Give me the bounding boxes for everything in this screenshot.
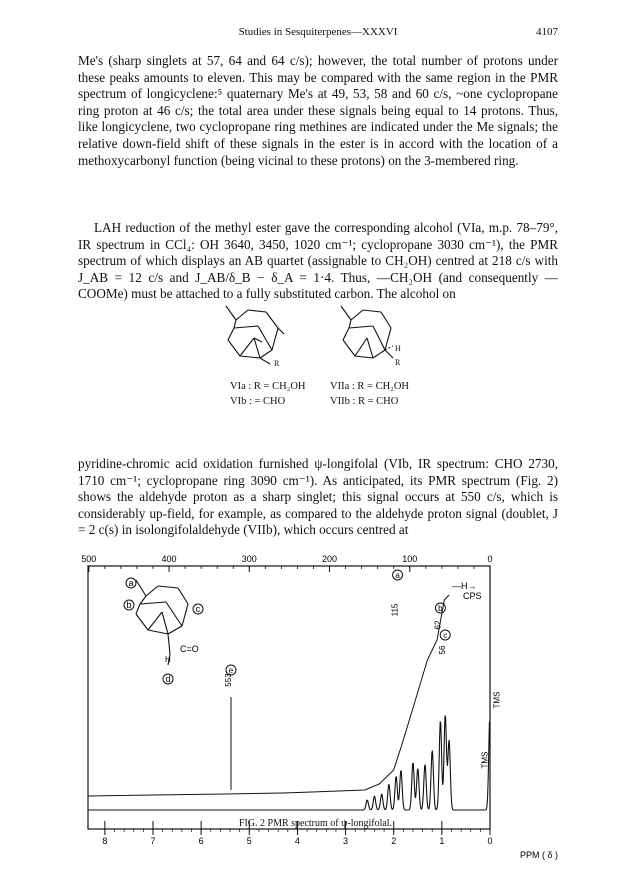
- peak-label-1: 115: [390, 603, 400, 617]
- top-tick-label-0: 0: [487, 554, 493, 564]
- bottom-tick-label-4: 4: [294, 836, 300, 846]
- page-number: 4107: [536, 26, 558, 38]
- bottom-axis-title: PPM ( δ ): [520, 850, 559, 860]
- spectrum-border: [88, 566, 490, 829]
- inset-circle-labels: [124, 578, 203, 684]
- bottom-tick-label-8: 8: [102, 836, 108, 846]
- structure-viib-label: VIIb : R = CHO: [330, 396, 399, 407]
- paragraph-2: LAH reduction of the methyl ester gave the corresponding alcohol (VIa, m.p. 78–79°, IR spectrum in CCl₄: OH 3640, 3450, 1020 cm⁻¹; cyclopropane 3030 cm⁻¹), the PMR spectrum of which displays an AB quartet (assignable to CH₂OH) centred at 218 c/s with J_AB = 12 c/s and J_AB/δ_B − δ_A = 1·4. Thus, —CH₂OH (and consequently —COOMe) must be attached to a fully substituted carbon. The alcohol on: [78, 220, 558, 302]
- bottom-tick-label-3: 3: [343, 836, 349, 846]
- bottom-tick-label-5: 5: [246, 836, 252, 846]
- peak-circle-text-a: a: [395, 571, 400, 580]
- peak-labels: [224, 570, 502, 790]
- bottom-tick-label-0: 0: [487, 836, 493, 846]
- structure-viia-label: VIIa : R = CH₂OH: [330, 381, 409, 392]
- paragraph-3: pyridine-chromic acid oxidation furnished ψ-longifolal (VIb, IR spectrum: CHO 2730, 1710 cm⁻¹; cyclopropane ring 3090 cm⁻¹). As anticipated, its PMR spectrum (Fig. 2) shows the aldehyde proton as a sharp singlet; this signal occurs at 550 c/s, which is considerably up-field, for example, as compared to the aldehyde proton signal (doublet, J = 2 c(s) in isolongifolaldehyde (VIIb), which occurs centred at: [78, 456, 558, 538]
- peak-label-0: 553: [223, 673, 233, 687]
- top-tick-label-400: 400: [161, 554, 177, 564]
- top-tick-label-100: 100: [402, 554, 418, 564]
- circle-c-text: c: [195, 604, 201, 614]
- figure-caption: FIG. 2 PMR spectrum of ψ-longifolal.: [238, 818, 393, 829]
- circle-a-text: a: [128, 578, 134, 588]
- bottom-tick-label-1: 1: [439, 836, 445, 846]
- bottom-tick-label-6: 6: [198, 836, 204, 846]
- structure-vib-label: VIb : = CHO: [230, 396, 286, 407]
- peak-circle-text-b: b: [438, 604, 443, 613]
- spectrum-trace: [88, 716, 489, 811]
- bottom-tick-label-7: 7: [150, 836, 156, 846]
- top-axis-title: CPS: [463, 591, 482, 601]
- top-axis-ticks: [81, 554, 492, 572]
- top-tick-label-200: 200: [322, 554, 338, 564]
- spectrum-frame: [88, 566, 490, 829]
- structure-via-label: VIa : R = CH₂OH: [230, 381, 306, 392]
- integral-trace: [88, 595, 449, 796]
- peak-circle-text-e: e: [228, 666, 234, 675]
- peak-circle-text-c: c: [443, 631, 448, 640]
- structure-vii-h: H: [395, 344, 401, 353]
- tms-upper-label: TMS: [492, 691, 502, 709]
- peak-label-3: 56: [438, 645, 448, 655]
- circle-b-text: b: [126, 600, 132, 610]
- hz-arrow: —H→: [452, 581, 477, 591]
- inset-h-label: H: [165, 655, 171, 664]
- inset-co-label: C=O: [180, 644, 199, 654]
- bottom-tick-label-2: 2: [391, 836, 397, 846]
- structure-vii-r: R: [395, 358, 401, 367]
- structure-vi-r: R: [274, 359, 280, 368]
- running-title: Studies in Sesquiterpenes—XXXVI: [238, 26, 398, 38]
- top-tick-label-500: 500: [81, 554, 97, 564]
- peak-label-2: 62: [433, 620, 443, 630]
- circle-d-text: d: [165, 674, 171, 684]
- peak-label-4: TMS: [480, 751, 490, 769]
- top-tick-label-300: 300: [241, 554, 257, 564]
- paragraph-1: Me's (sharp singlets at 57, 64 and 64 c/s); however, the total number of protons under these peaks amounts to eleven. This may be compared with the same region in the PMR spectrum of longicyclene:⁵ quaternary Me's at 49, 53, 58 and 60 c/s, ~one cyclopropane ring proton at 46 c/s; the total area under these signals being equal to 14 protons. Thus, like longicyclene, two cyclopropane ring methines are indicated under the Me signals; the relative down-field shift of these signals in the ester is in accord with the location of a methoxycarbonyl function (being vicinal to these protons) on the 3-membered ring.: [78, 53, 558, 168]
